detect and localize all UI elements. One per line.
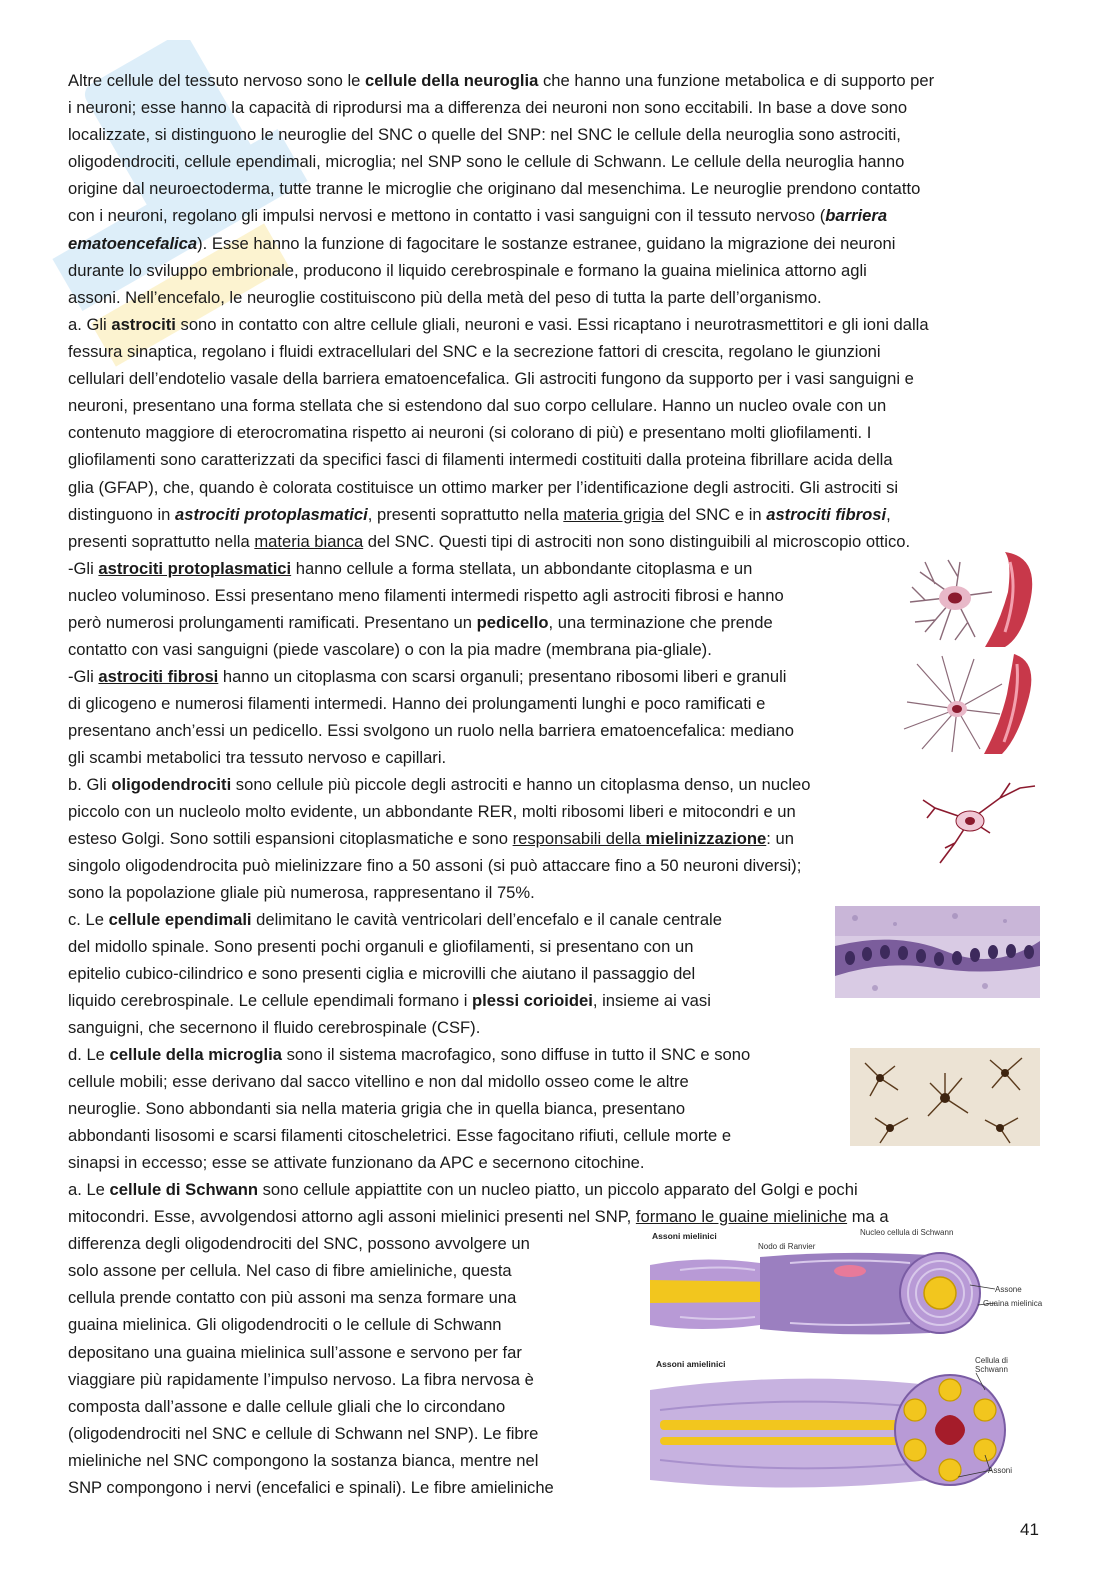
text-line: distinguono in astrociti protoplasmatici, presenti soprattutto nella materia grigia del SNC e in astrociti fibrosi,: [68, 504, 891, 524]
text-line: presenti soprattutto nella materia bianca del SNC. Questi tipi di astrociti non sono distinguibili al microscopio ottico.: [68, 531, 911, 551]
intro-paragraph: [68, 67, 934, 311]
fibrous-astrocyte-figure: [902, 654, 1040, 754]
protoplasmic-astrocyte-figure: [900, 552, 1040, 647]
text-line: cellule mobili; esse derivano dal sacco vitellino e non dal midollo osseo come le altre: [68, 1072, 689, 1092]
text-line: a. Gli astrociti sono in contatto con altre cellule gliali, neuroni e vasi. Essi ricaptano i neurotrasmettitori e gli ioni dalla: [68, 315, 929, 334]
text-line: gli scambi metabolici tra tessuto nervoso e capillari.: [68, 748, 447, 768]
text-line: localizzate, si distinguono le neuroglie del SNC o quelle del SNP: nel SNC le cellule della neuroglia sono astrociti,: [68, 125, 901, 145]
bold-italic-term: astrociti protoplasmatici: [175, 504, 368, 524]
text-line: presentano anch’essi un pedicello. Essi svolgono un ruolo nella barriera ematoencefalica: mediano: [68, 721, 794, 741]
text-line: -Gli astrociti protoplasmatici hanno cellule a forma stellata, un abbondante citoplasma e un: [68, 559, 753, 578]
text-line: b. Gli oligodendrociti sono cellule più piccole degli astrociti e hanno un citoplasma denso, un nucleo: [68, 775, 811, 794]
text-line: viaggiare più rapidamente l’impulso nervoso. La fibra nervosa è: [68, 1369, 534, 1389]
text-line: mitocondri. Esse, avvolgendosi attorno agli assoni mielinici presenti nel SNP, formano le guaine mieliniche ma a: [68, 1207, 889, 1227]
label-nucleo-schwann: Nucleo cellula di Schwann: [860, 1228, 954, 1237]
text-line: oligodendrociti, cellule ependimali, microglia; nel SNP sono le cellule di Schwann. Le cellule della neuroglia hanno: [68, 152, 905, 172]
label-nodo-ranvier: Nodo di Ranvier: [758, 1242, 816, 1251]
bold-term: cellule della neuroglia: [365, 71, 539, 90]
underlined-text: responsabili della: [512, 829, 646, 849]
text-line: cellulari dell’endotelio vasale della barriera ematoencefalica. Gli astrociti fungono da supporto per i vasi sanguigni e: [68, 369, 914, 389]
bold-term: cellule ependimali: [108, 910, 252, 929]
text-line: d. Le cellule della microglia sono il sistema macrofagico, sono diffuse in tutto il SNC e sono: [68, 1045, 751, 1064]
text-line: liquido cerebrospinale. Le cellule ependimali formano i plessi corioidei, insieme ai vasi: [68, 991, 711, 1011]
text-line: neuroglie. Sono abbondanti sia nella materia grigia che in quella bianca, presentano: [68, 1099, 686, 1119]
text-line: esteso Golgi. Sono sottili espansioni citoplasmatiche e sono responsabili della mielinizzazione: un: [68, 829, 794, 849]
text-line: differenza degli oligodendrociti del SNC, possono avvolgere un: [68, 1234, 530, 1254]
label-guaina: Guaina mielinica: [983, 1299, 1043, 1308]
text-line: (oligodendrociti nel SNC e cellule di Schwann nel SNP). Le fibre: [68, 1423, 539, 1443]
label-assoni: Assoni: [988, 1466, 1013, 1475]
text-line: cellula prende contatto con più assoni ma senza formare una: [68, 1288, 517, 1308]
text-line: ematoencefalica). Esse hanno la funzione di fagocitare le sostanze estranee, guidano la migrazione dei neuroni: [68, 233, 896, 253]
text-line: contenuto maggiore di eterocromatina rispetto ai neuroni (si colorano di più) e presentano molti gliofilamenti. I: [68, 423, 872, 443]
text-line: però numerosi prolungamenti ramificati. Presentano un pedicello, una terminazione che prende: [68, 613, 773, 633]
text-line: con i neuroni, regolano gli impulsi nervosi e mettono in contatto i vasi sanguigni con il tessuto nervoso (barriera: [68, 206, 888, 226]
text-line: i neuroni; esse hanno la capacità di riprodursi ma a differenza dei neuroni non sono eccitabili. In base a dove sono: [68, 98, 908, 118]
page-number: 41: [1020, 1520, 1039, 1539]
text-line: sono la popolazione gliale più numerosa, rappresentano il 75%.: [68, 883, 535, 903]
text-line: fessura sinaptica, regolano i fluidi extracellulari del SNC e la secrezione fattori di crescita, regolano le giunzioni: [68, 342, 881, 362]
text-line: a. Le cellule di Schwann sono cellule appiattite con un nucleo piatto, un piccolo apparato del Golgi e pochi: [68, 1180, 858, 1199]
text-line: piccolo con un nucleolo molto evidente, un abbondante RER, molti ribosomi liberi e mitocondri e un: [68, 802, 796, 822]
bold-underlined-term: mielinizzazione: [645, 829, 767, 849]
text-line: epitelio cubico-cilindrico e sono presenti ciglia e microvilli che aiutano il passaggio del: [68, 964, 696, 984]
text-line: SNP compongono i nervi (encefalici e spinali). Le fibre amieliniche: [68, 1478, 554, 1498]
ependymal-histology-figure: [835, 906, 1040, 998]
protoplasmatici-paragraph: [68, 555, 784, 663]
label-cellula-schwann-2: Schwann: [975, 1365, 1008, 1374]
text-line: neuroni, presentano una forma stellata che si estendono dal suo corpo cellulare. Hanno un nucleo ovale con un: [68, 396, 887, 416]
microglia-histology-figure: [850, 1048, 1040, 1146]
text-line: gliofilamenti sono caratterizzati da specifici fasci di filamenti intermedi costituiti dalla proteina fibrillare acida della: [68, 450, 893, 470]
ependimali-paragraph: [68, 906, 722, 1041]
bold-italic-term: barriera: [825, 206, 888, 226]
text-line: nucleo voluminoso. Essi presentano meno filamenti intermedi rispetto agli astrociti fibrosi e hanno: [68, 586, 784, 606]
oligodendrocyte-figure: [915, 778, 1040, 868]
axons-diagram-figure: [640, 1225, 1050, 1500]
text-line: c. Le cellule ependimali delimitano le cavità ventricolari dell’encefalo e il canale centrale: [68, 910, 722, 929]
bold-italic-term: ematoencefalica: [68, 233, 198, 253]
text-line: composta dall’assone e dalle cellule gliali che lo circondano: [68, 1396, 506, 1416]
text-line: mieliniche nel SNC compongono la sostanza bianca, mentre nel: [68, 1450, 539, 1470]
bold-term: cellule della microglia: [109, 1045, 282, 1064]
text-line: assoni. Nell’encefalo, le neuroglie costituiscono più della metà del peso di tutta la parte dell’organismo.: [68, 287, 822, 307]
bold-underlined-term: astrociti protoplasmatici: [98, 559, 292, 578]
microglia-paragraph: [68, 1041, 750, 1176]
label-assoni-mielinici: Assoni mielinici: [652, 1231, 717, 1241]
text-line: solo assone per cellula. Nel caso di fibre amieliniche, questa: [68, 1261, 512, 1281]
text-line: Altre cellule del tessuto nervoso sono le cellule della neuroglia che hanno una funzione metabolica e di supporto per: [68, 71, 935, 90]
text-line: depositano una guaina mielinica sull’assone e servono per far: [68, 1342, 522, 1362]
label-assoni-amielinici: Assoni amielinici: [656, 1359, 726, 1369]
text-line: origine dal neuroectoderma, tutte tranne le microglie che originano dal mesenchima. Le neuroglie prendono contatto: [68, 179, 921, 199]
underlined-text: materia bianca: [254, 531, 364, 551]
text-line: abbondanti lisosomi e scarsi filamenti citoscheletrici. Esse fagocitano rifiuti, cellule morte e: [68, 1126, 732, 1146]
underlined-text: materia grigia: [563, 504, 664, 524]
label-assone: Assone: [995, 1285, 1022, 1294]
fibrosi-paragraph: [68, 663, 794, 771]
bold-term: pedicello: [476, 613, 549, 633]
bold-italic-term: astrociti fibrosi: [766, 504, 887, 524]
text-line: guaina mielinica. Gli oligodendrociti o le cellule di Schwann: [68, 1315, 502, 1335]
text-line: durante lo sviluppo embrionale, producono il liquido cerebrospinale e formano la guaina mielinica attorno agli: [68, 260, 867, 280]
text-line: singolo oligodendrocita può mielinizzare fino a 50 assoni (si può attaccare fino a 50 neuroni diversi);: [68, 856, 802, 876]
underlined-text: formano le guaine mieliniche: [635, 1207, 848, 1227]
bold-term: plessi corioidei: [472, 991, 593, 1011]
bold-term: oligodendrociti: [111, 775, 232, 794]
text-line: di glicogeno e numerosi filamenti intermedi. Hanno dei prolungamenti lunghi e poco ramificati e: [68, 694, 766, 714]
text-line: glia (GFAP), che, quando è colorata costituisce un ottimo marker per l’identificazione degli astrociti. Gli astrociti si: [68, 477, 899, 497]
text-line: del midollo spinale. Sono presenti pochi organuli e gliofilamenti, si presentano con un: [68, 937, 694, 957]
label-cellula-schwann-1: Cellula di: [975, 1356, 1008, 1365]
text-line: sanguigni, che secernono il fluido cerebrospinale (CSF).: [68, 1018, 481, 1038]
bold-term: cellule di Schwann: [109, 1180, 258, 1199]
text-line: contatto con vasi sanguigni (piede vascolare) o con la pia madre (membrana pia-gliale).: [68, 640, 712, 660]
text-line: -Gli astrociti fibrosi hanno un citoplasma con scarsi organuli; presentano ribosomi liberi e granuli: [68, 667, 787, 686]
text-line: sinapsi in eccesso; esse se attivate funzionano da APC e secernono citochine.: [68, 1153, 645, 1173]
bold-underlined-term: astrociti fibrosi: [98, 667, 219, 686]
bold-term: astrociti: [111, 315, 176, 334]
astrociti-paragraph: [68, 311, 929, 555]
oligodendrociti-paragraph: [68, 771, 811, 906]
